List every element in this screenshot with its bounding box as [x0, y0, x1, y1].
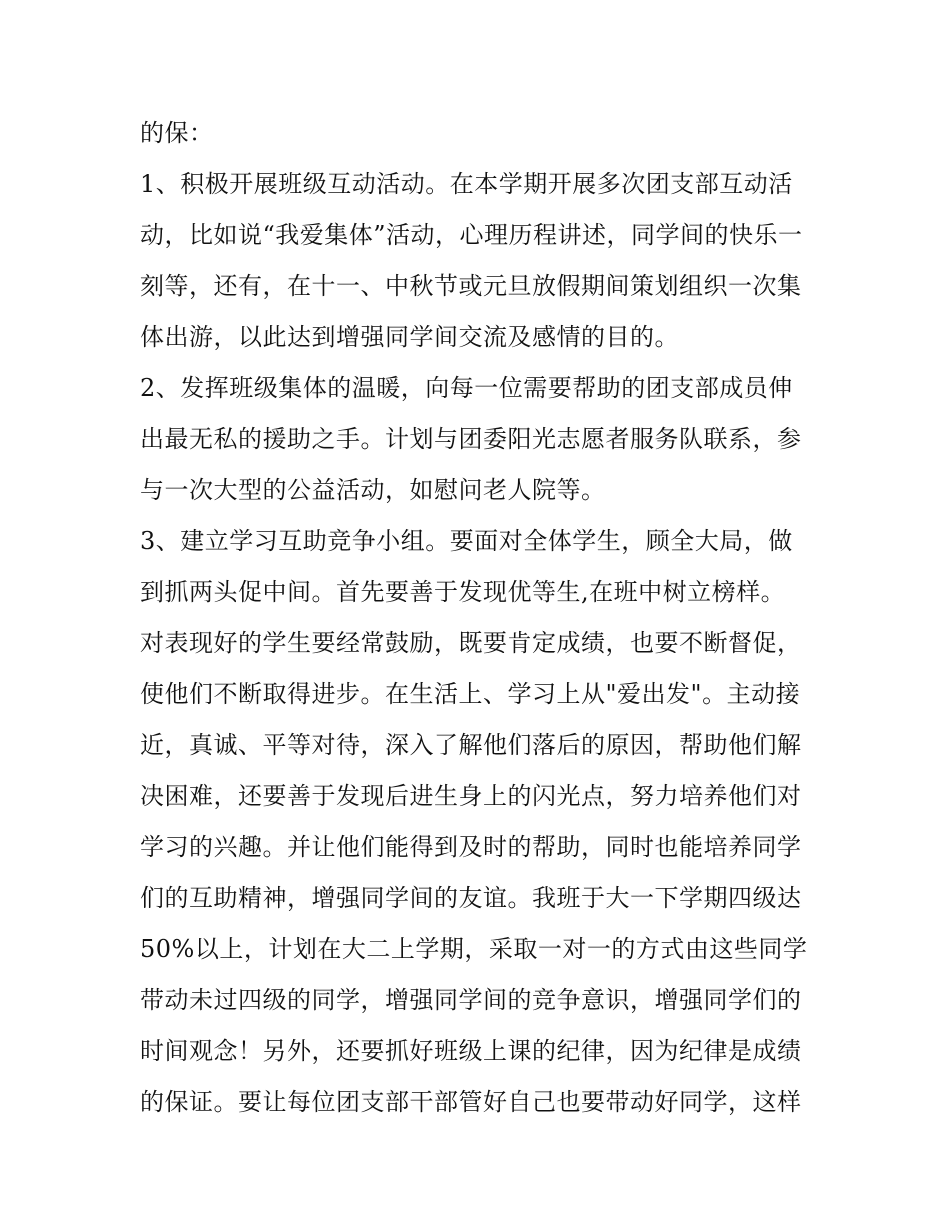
text-line: 2、发挥班级集体的温暖，向每一位需要帮助的团支部成员伸 [140, 374, 793, 402]
text-line: 到抓两头促中间。首先要善于发现优等生,在班中树立榜样。 [140, 578, 786, 606]
text-line: 的保证。要让每位团支部干部管好自己也要带动好同学，这样 [140, 1088, 802, 1116]
text-line: 们的互助精神，增强同学间的友谊。我班于大一下学期四级达 [140, 884, 802, 912]
text-line: 刻等，还有，在十一、中秋节或元旦放假期间策划组织一次集 [140, 272, 802, 300]
text-line: 近，真诚、平等对待，深入了解他们落后的原因，帮助他们解 [140, 731, 802, 759]
text-line: 1、积极开展班级互动活动。在本学期开展多次团支部互动活 [140, 170, 793, 198]
text-line: 时间观念！另外，还要抓好班级上课的纪律，因为纪律是成绩 [140, 1037, 802, 1065]
text-line: 学习的兴趣。并让他们能得到及时的帮助，同时也能培养同学 [140, 833, 802, 861]
text-line: 3、建立学习互助竞争小组。要面对全体学生，顾全大局，做 [140, 527, 793, 555]
text-line: 动，比如说“我爱集体”活动，心理历程讲述，同学间的快乐一 [140, 221, 803, 249]
text-line: 使他们不断取得进步。在生活上、学习上从"爱出发"。主动接 [140, 680, 801, 708]
text-line: 与一次大型的公益活动，如慰问老人院等。 [140, 476, 606, 504]
text-line: 带动未过四级的同学，增强同学间的竞争意识，增强同学们的 [140, 986, 802, 1014]
text-line: 50%以上，计划在大二上学期，采取一对一的方式由这些同学 [140, 935, 808, 963]
document-body [140, 108, 820, 1128]
text-line: 出最无私的援助之手。计划与团委阳光志愿者服务队联系，参 [140, 425, 802, 453]
text-line: 体出游，以此达到增强同学间交流及感情的目的。 [140, 323, 679, 351]
text-line: 的保： [140, 119, 214, 147]
text-line: 决困难，还要善于发现后进生身上的闪光点，努力培养他们对 [140, 782, 802, 810]
text-line: 对表现好的学生要经常鼓励，既要肯定成绩，也要不断督促， [140, 629, 802, 657]
